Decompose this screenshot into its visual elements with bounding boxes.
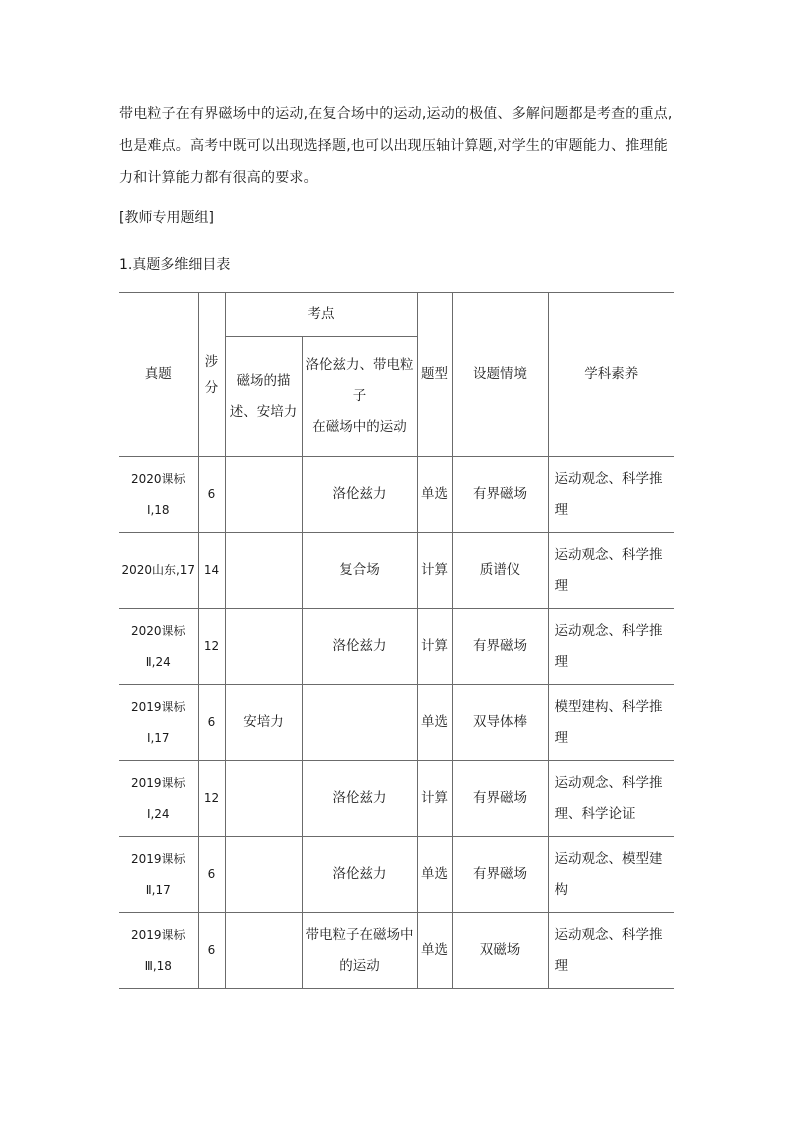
cell-zhenti: 2019课标Ⅱ,17 [119, 837, 198, 913]
header-kaodian-sub2 [302, 337, 417, 457]
table-row [119, 761, 674, 837]
cell-suyang: 运动观念、科学推理、科学论证 [548, 761, 674, 837]
cell-kaodian-2: 洛伦兹力 [302, 457, 417, 533]
cell-suyang: 运动观念、科学推理 [548, 913, 674, 989]
header-qingjing: 设题情境 [452, 293, 548, 457]
cell-kaodian-1 [225, 457, 302, 533]
header-tixing: 题型 [417, 293, 452, 457]
header-zhenti: 真题 [119, 293, 198, 457]
header-shefen: 涉分 [198, 293, 225, 457]
table-row [119, 609, 674, 685]
cell-suyang: 运动观念、科学推理 [548, 609, 674, 685]
cell-qingjing: 有界磁场 [452, 457, 548, 533]
cell-tixing: 单选 [417, 837, 452, 913]
table-row [119, 457, 674, 533]
cell-shefen: 6 [198, 837, 225, 913]
cell-zhenti: 2019课标Ⅰ,17 [119, 685, 198, 761]
cell-shefen: 6 [198, 913, 225, 989]
table-row [119, 685, 674, 761]
header-kaodian-sub2-line1: 洛伦兹力、带电粒子 [305, 357, 414, 404]
cell-tixing: 单选 [417, 685, 452, 761]
intro-paragraph: 带电粒子在有界磁场中的运动,在复合场中的运动,运动的极值、多解问题都是考查的重点,也是难点。高考中既可以出现选择题,也可以出现压轴计算题,对学生的审题能力、推理能力和计算能力都有很高的要求。 [119, 106, 673, 186]
cell-kaodian-2: 洛伦兹力 [302, 837, 417, 913]
cell-kaodian-1 [225, 837, 302, 913]
cell-suyang: 运动观念、科学推理 [548, 457, 674, 533]
header-kaodian-sub2-line2: 在磁场中的运动 [312, 419, 407, 435]
cell-qingjing: 双磁场 [452, 913, 548, 989]
cell-shefen: 6 [198, 457, 225, 533]
table-row [119, 913, 674, 989]
cell-suyang: 模型建构、科学推理 [548, 685, 674, 761]
cell-kaodian-2: 洛伦兹力 [302, 609, 417, 685]
cell-kaodian-1 [225, 609, 302, 685]
header-kaodian: 考点 [225, 293, 417, 337]
cell-shefen: 12 [198, 609, 225, 685]
cell-shefen: 12 [198, 761, 225, 837]
header-row-1 [119, 293, 674, 337]
cell-qingjing: 质谱仪 [452, 533, 548, 609]
cell-kaodian-1: 安培力 [225, 685, 302, 761]
cell-zhenti: 2020山东,17 [119, 533, 198, 609]
cell-kaodian-1 [225, 913, 302, 989]
cell-tixing: 单选 [417, 457, 452, 533]
cell-tixing: 计算 [417, 609, 452, 685]
exam-matrix-table [119, 292, 674, 989]
cell-zhenti: 2019课标Ⅰ,24 [119, 761, 198, 837]
cell-zhenti: 2019课标Ⅲ,18 [119, 913, 198, 989]
cell-tixing: 计算 [417, 761, 452, 837]
cell-shefen: 14 [198, 533, 225, 609]
cell-kaodian-1 [225, 761, 302, 837]
cell-tixing: 计算 [417, 533, 452, 609]
table-row [119, 837, 674, 913]
cell-suyang: 运动观念、模型建构 [548, 837, 674, 913]
section-title: 1.真题多维细目表 [119, 257, 231, 273]
cell-qingjing: 有界磁场 [452, 761, 548, 837]
cell-kaodian-2: 洛伦兹力 [302, 761, 417, 837]
cell-kaodian-2: 复合场 [302, 533, 417, 609]
teacher-group-label: [教师专用题组] [119, 210, 214, 226]
cell-tixing: 单选 [417, 913, 452, 989]
header-kaodian-sub1: 磁场的描述、安培力 [225, 337, 302, 457]
header-suyang: 学科素养 [548, 293, 674, 457]
cell-zhenti: 2020课标Ⅱ,24 [119, 609, 198, 685]
cell-qingjing: 双导体棒 [452, 685, 548, 761]
cell-kaodian-1 [225, 533, 302, 609]
cell-zhenti: 2020课标Ⅰ,18 [119, 457, 198, 533]
table-row [119, 533, 674, 609]
cell-kaodian-2: 带电粒子在磁场中的运动 [302, 913, 417, 989]
cell-kaodian-2 [302, 685, 417, 761]
cell-qingjing: 有界磁场 [452, 837, 548, 913]
cell-suyang: 运动观念、科学推理 [548, 533, 674, 609]
cell-shefen: 6 [198, 685, 225, 761]
cell-qingjing: 有界磁场 [452, 609, 548, 685]
